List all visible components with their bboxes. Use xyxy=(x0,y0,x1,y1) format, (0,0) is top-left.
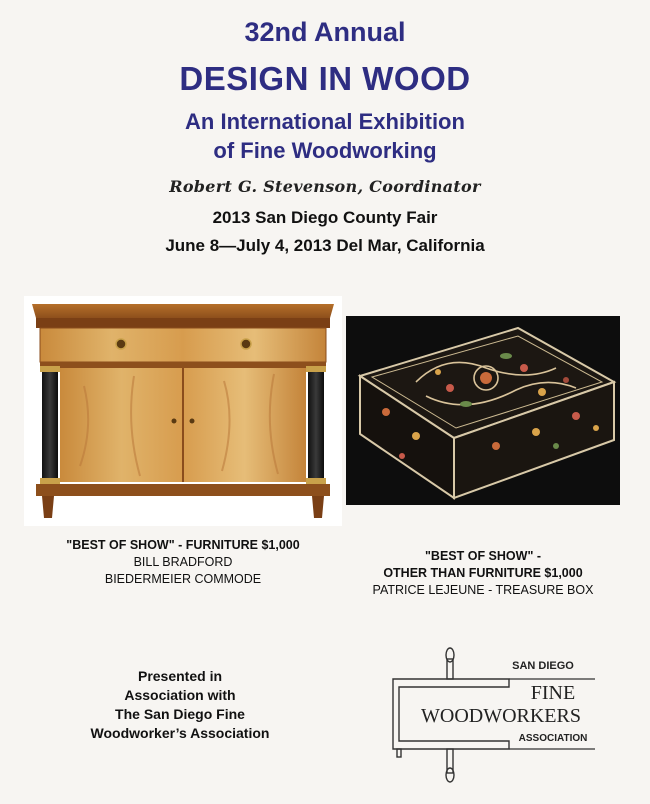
presented-line1: Presented in xyxy=(137,668,223,684)
exhibition-title: DESIGN IN WOOD xyxy=(179,60,471,97)
award-caption-furniture xyxy=(24,537,342,588)
clamp-logo-graphic xyxy=(385,645,600,785)
logo-woodworkers: WOODWORKERS xyxy=(421,705,581,727)
award-caption-other xyxy=(346,548,620,599)
treasure-box-illustration xyxy=(346,316,620,505)
coordinator-line: Robert G. Stevenson, Coordinator xyxy=(169,177,481,196)
award-maker-piece: PATRICE LEJEUNE - TREASURE BOX xyxy=(372,583,594,597)
award-title-line1: "BEST OF SHOW" - xyxy=(424,549,541,563)
logo-san-diego: SAN DIEGO xyxy=(512,660,574,672)
treasure-box-photo xyxy=(346,316,620,505)
presented-line4: Woodworker’s Association xyxy=(90,725,270,741)
award-maker: BILL BRADFORD xyxy=(133,555,233,569)
logo-fine: FINE xyxy=(530,682,576,704)
sdfwa-logo xyxy=(385,645,600,785)
award-piece: BIEDERMEIER COMMODE xyxy=(104,572,262,586)
subtitle-line2: of Fine Woodworking xyxy=(213,138,437,163)
fair-name: 2013 San Diego County Fair xyxy=(212,208,438,227)
award-title: "BEST OF SHOW" - FURNITURE $1,000 xyxy=(66,538,300,552)
award-title-line2: OTHER THAN FURNITURE $1,000 xyxy=(383,566,583,580)
commode-illustration xyxy=(24,296,342,526)
subtitle-line1: An International Exhibition xyxy=(185,109,465,134)
presented-by-block xyxy=(75,667,285,743)
commode-photo xyxy=(24,296,342,526)
presented-line2: Association with xyxy=(124,687,236,703)
logo-association: ASSOCIATION xyxy=(518,733,588,744)
edition-heading: 32nd Annual xyxy=(244,17,406,47)
presented-line3: The San Diego Fine xyxy=(115,706,245,722)
fair-dates: June 8—July 4, 2013 Del Mar, California xyxy=(165,236,485,255)
